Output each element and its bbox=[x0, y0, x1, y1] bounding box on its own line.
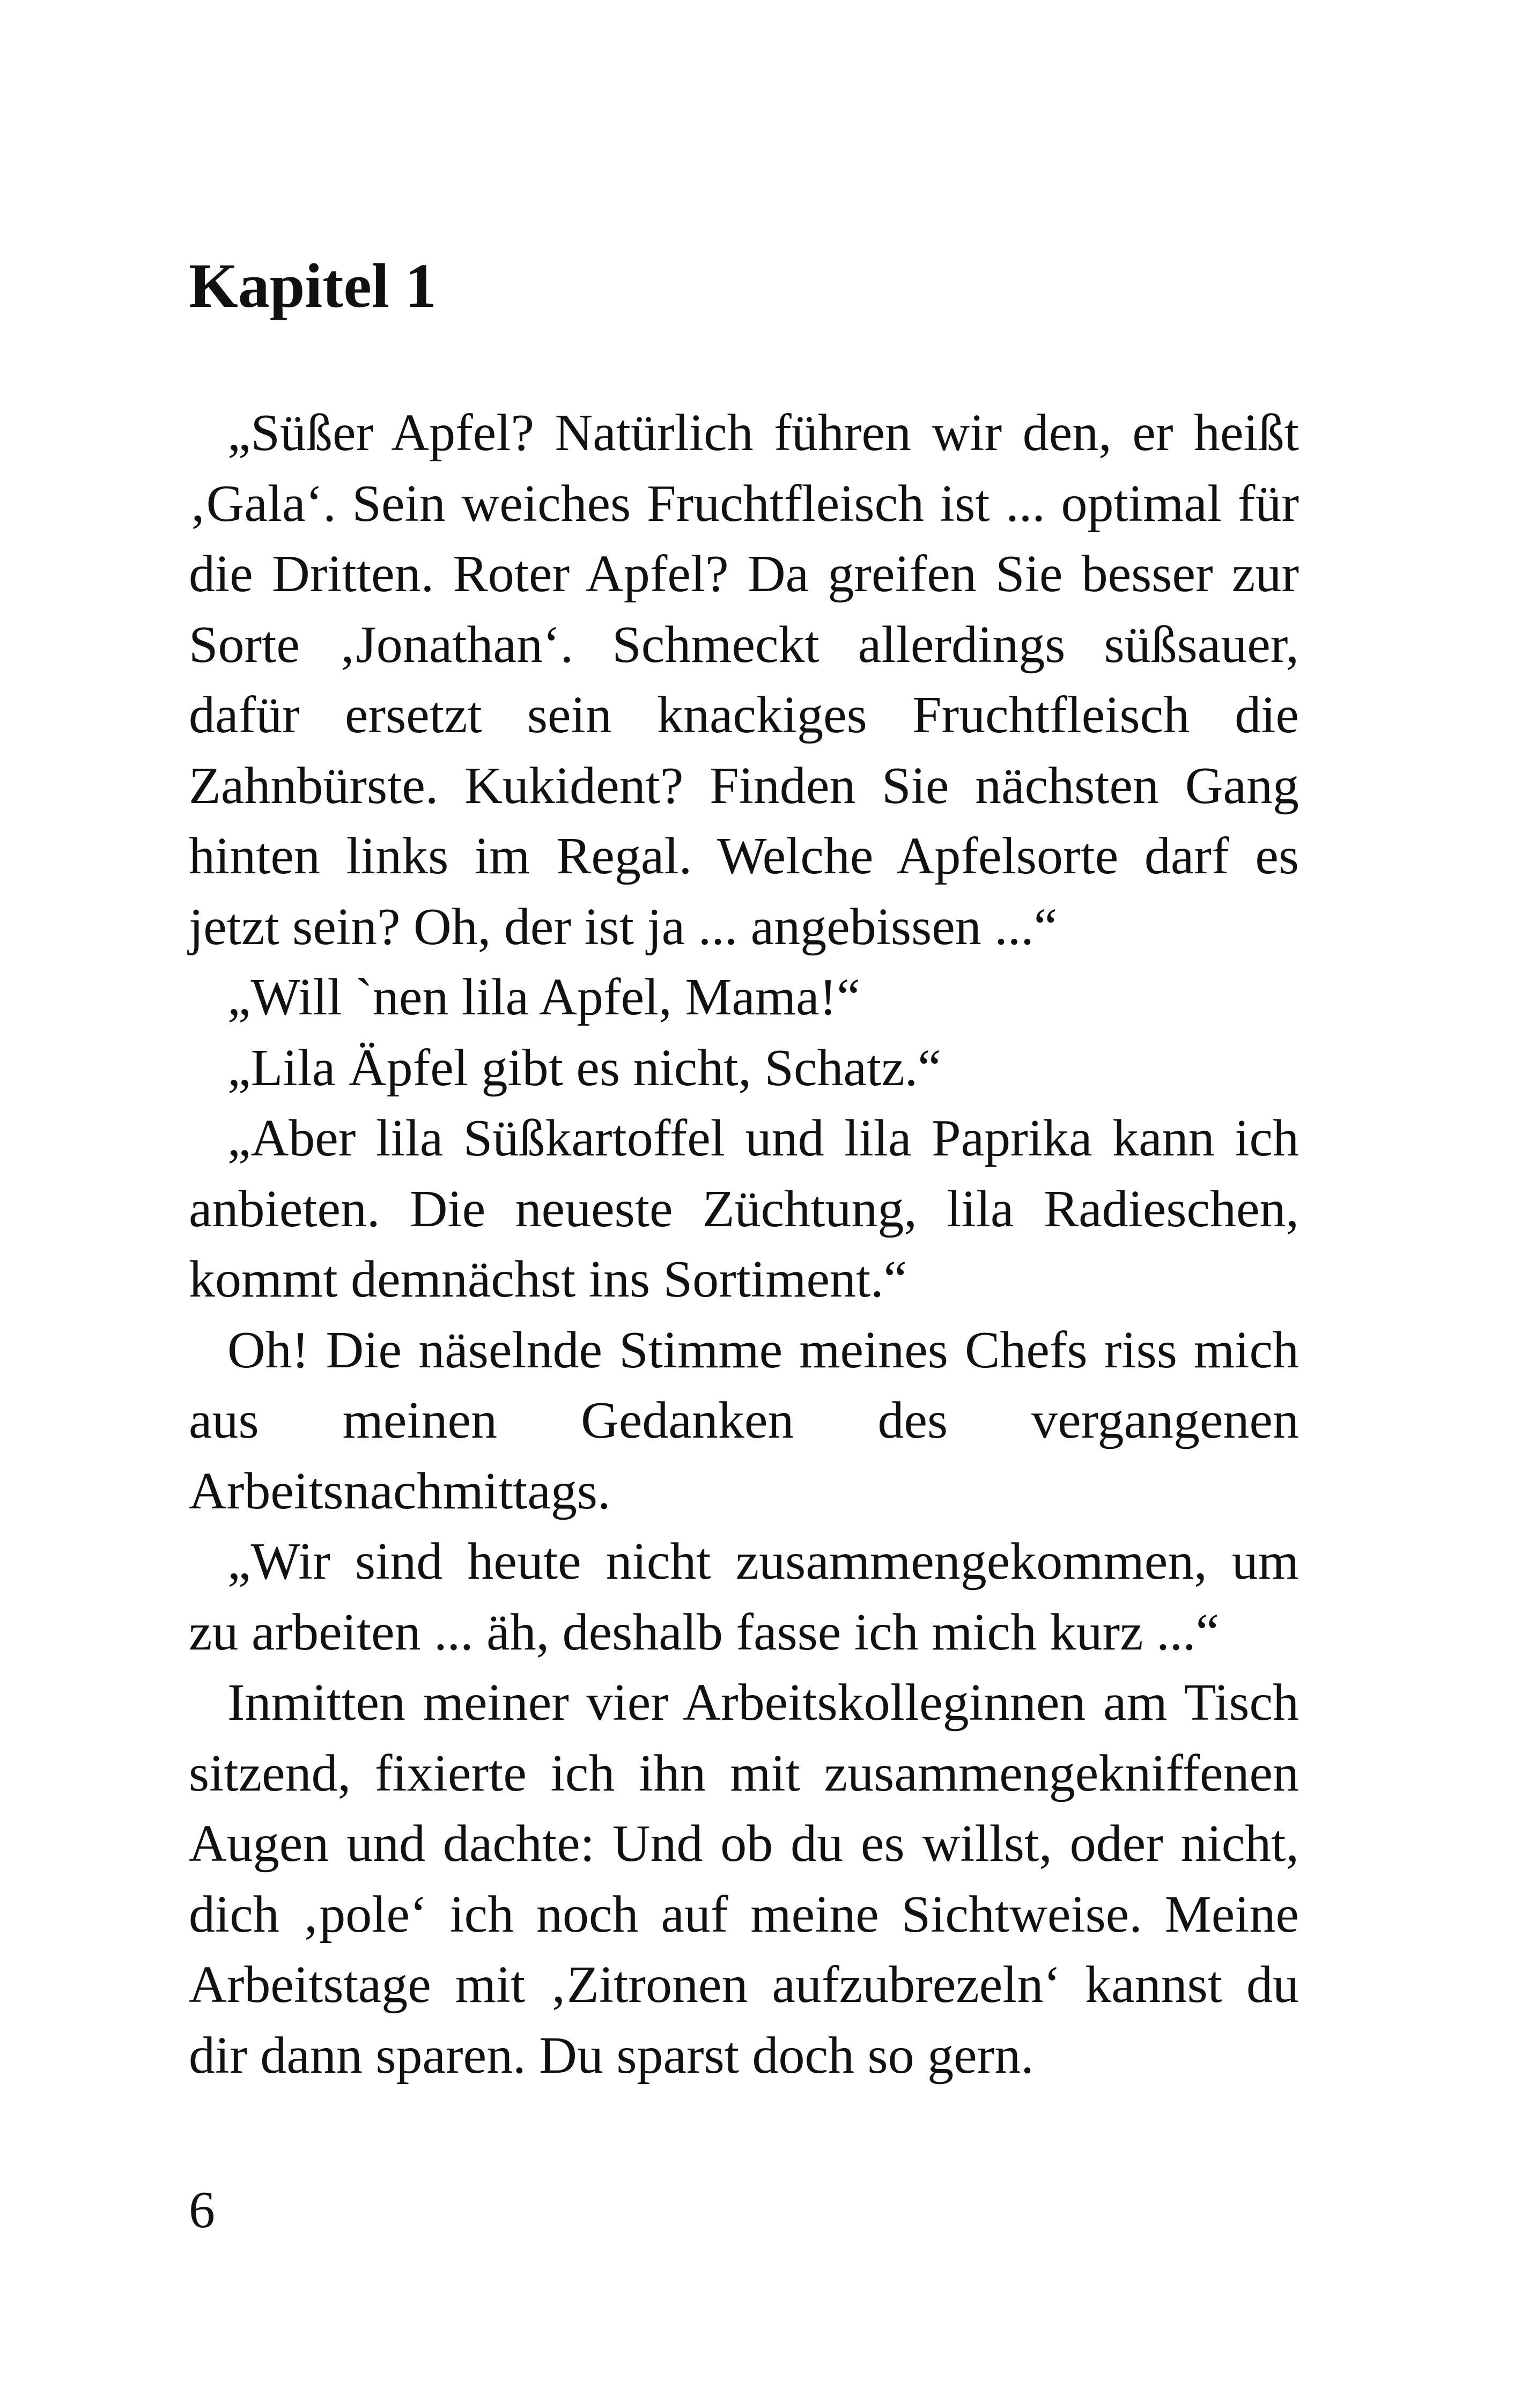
body-text bbox=[189, 398, 1299, 2091]
page-number: 6 bbox=[189, 2181, 215, 2239]
paragraph: „Will `nen lila Apfel, Mama!“ bbox=[227, 968, 860, 1026]
paragraph: Oh! Die näselnde Stimme meines Chefs riss mich aus meinen Gedanken des vergangenen Arbeitsnachmittags. bbox=[189, 1321, 1299, 1520]
paragraph: Inmitten meiner vier Arbeitskolleginnen am Tisch sitzend, fixierte ich ihn mit zusammengekniffenen Augen und dachte: Und ob du es willst, oder nicht, dich ‚pole‘ ich noch auf meine Sichtweise. Meine Arbeitstage mit ‚Zitronen aufzubrezeln‘ kannst du dir dann sparen. Du sparst doch so gern. bbox=[189, 1674, 1299, 2085]
chapter-title: Kapitel 1 bbox=[189, 251, 437, 321]
paragraph: „Wir sind heute nicht zusammengekommen, um zu arbeiten ... äh, deshalb fasse ich mich kurz ...“ bbox=[189, 1533, 1299, 1661]
paragraph: „Aber lila Süßkartoffel und lila Paprika kann ich anbieten. Die neueste Züchtung, lila Radieschen, kommt demnächst ins Sortiment.“ bbox=[189, 1109, 1299, 1308]
paragraph: „Lila Äpfel gibt es nicht, Schatz.“ bbox=[227, 1039, 941, 1097]
paragraph: „Süßer Apfel? Natürlich führen wir den, er heißt ‚Gala‘. Sein weiches Fruchtfleisch ist ... optimal für die Dritten. Roter Apfel? Da greifen Sie besser zur Sorte ‚Jonathan‘. Schmeckt allerdings süßsauer, dafür ersetzt sein knackiges Fruchtfleisch die Zahnbürste. Kukident? Finden Sie nächsten Gang hinten links im Regal. Welche Apfelsorte darf es jetzt sein? Oh, der ist ja ... angebissen ...“ bbox=[189, 404, 1299, 956]
